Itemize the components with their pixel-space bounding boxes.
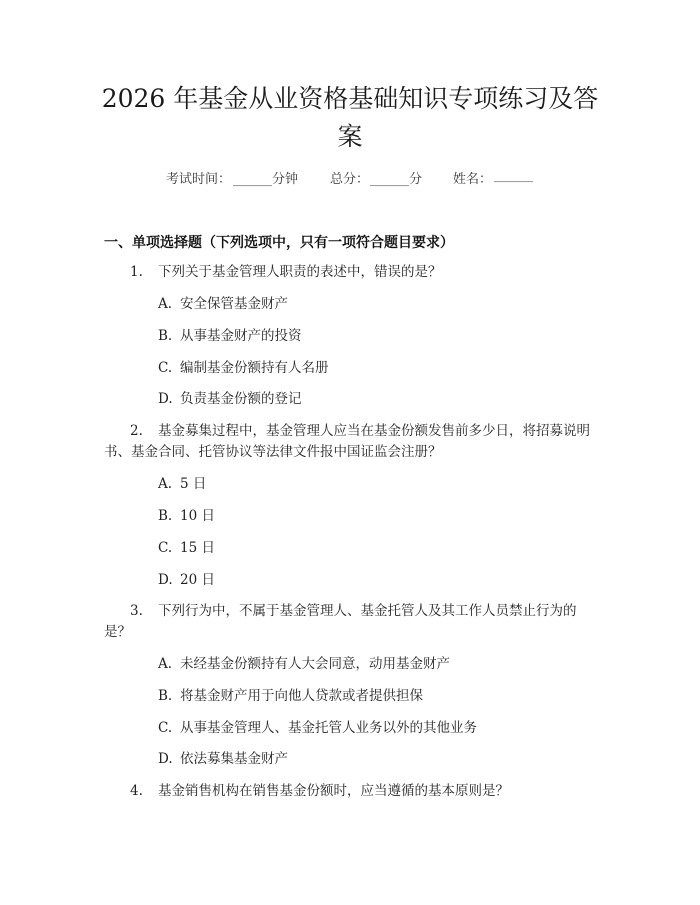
- option-text: 未经基金份额持有人大会同意，动用基金财产: [180, 656, 450, 672]
- option-letter: C.: [158, 540, 173, 556]
- name-label: 姓名：: [453, 172, 493, 187]
- total-score-label: 总分：: [330, 172, 370, 187]
- question-text: 基金销售机构在销售基金份额时，应当遵循的基本原则是？: [158, 783, 509, 799]
- question-number: 4.: [130, 783, 143, 799]
- option-item: [158, 538, 215, 558]
- option-letter: B.: [158, 688, 173, 704]
- question-text-continued: 书、基金合同、托管协议等法律文件报中国证监会注册？: [104, 444, 442, 460]
- option-text: 15 日: [180, 540, 215, 556]
- option-text: 安全保管基金财产: [180, 296, 288, 312]
- option-text: 依法募集基金财产: [180, 751, 288, 767]
- option-letter: C.: [158, 720, 173, 736]
- question-number: 3.: [130, 603, 143, 619]
- option-letter: B.: [158, 508, 173, 524]
- option-item: [158, 654, 450, 674]
- option-text: 5 日: [180, 476, 207, 492]
- option-letter: B.: [158, 328, 173, 344]
- document-title: [90, 80, 610, 156]
- total-score-blank: ______分: [370, 172, 423, 187]
- option-letter: A.: [158, 296, 173, 312]
- exam-info: [0, 168, 700, 190]
- section-heading: 一、单项选择题（下列选项中，只有一项符合题目要求）: [104, 235, 454, 251]
- option-letter: D.: [158, 572, 173, 588]
- exam-time-blank: ______分钟: [233, 172, 299, 187]
- option-item: [158, 686, 423, 706]
- question-text: 基金募集过程中，基金管理人应当在基金份额发售前多少日，将招募说明: [158, 423, 590, 439]
- option-text: 将基金财产用于向他人贷款或者提供担保: [180, 688, 423, 704]
- question-text: 下列关于基金管理人职责的表述中，错误的是？: [158, 264, 442, 280]
- option-item: [158, 294, 288, 314]
- option-letter: D.: [158, 391, 173, 407]
- option-item: [158, 474, 206, 494]
- option-item: [158, 570, 215, 590]
- question-number: 2.: [130, 423, 143, 439]
- option-item: [158, 326, 302, 346]
- option-text: 从事基金管理人、基金托管人业务以外的其他业务: [180, 720, 477, 736]
- exam-time-label: 考试时间：: [166, 172, 232, 187]
- option-item: [158, 389, 302, 409]
- option-text: 负责基金份额的登记: [180, 391, 302, 407]
- option-item: [158, 358, 329, 378]
- question-number: 1.: [130, 264, 143, 280]
- option-item: [158, 749, 288, 769]
- option-letter: C.: [158, 360, 173, 376]
- question-text: 下列行为中，不属于基金管理人、基金托管人及其工作人员禁止行为的: [158, 603, 577, 619]
- question-text-continued: 是？: [104, 624, 131, 640]
- option-item: [158, 718, 477, 738]
- option-item: [158, 506, 215, 526]
- option-text: 10 日: [180, 508, 215, 524]
- option-letter: D.: [158, 751, 173, 767]
- name-blank: ______: [494, 168, 533, 183]
- option-text: 从事基金财产的投资: [180, 328, 302, 344]
- option-text: 20 日: [180, 572, 215, 588]
- option-letter: A.: [158, 656, 173, 672]
- option-text: 编制基金份额持有人名册: [180, 360, 329, 376]
- option-letter: A.: [158, 476, 173, 492]
- title-line-1: 2026 年基金从业资格基础知识专项练习及答: [101, 84, 599, 113]
- title-line-2: 案: [337, 122, 363, 151]
